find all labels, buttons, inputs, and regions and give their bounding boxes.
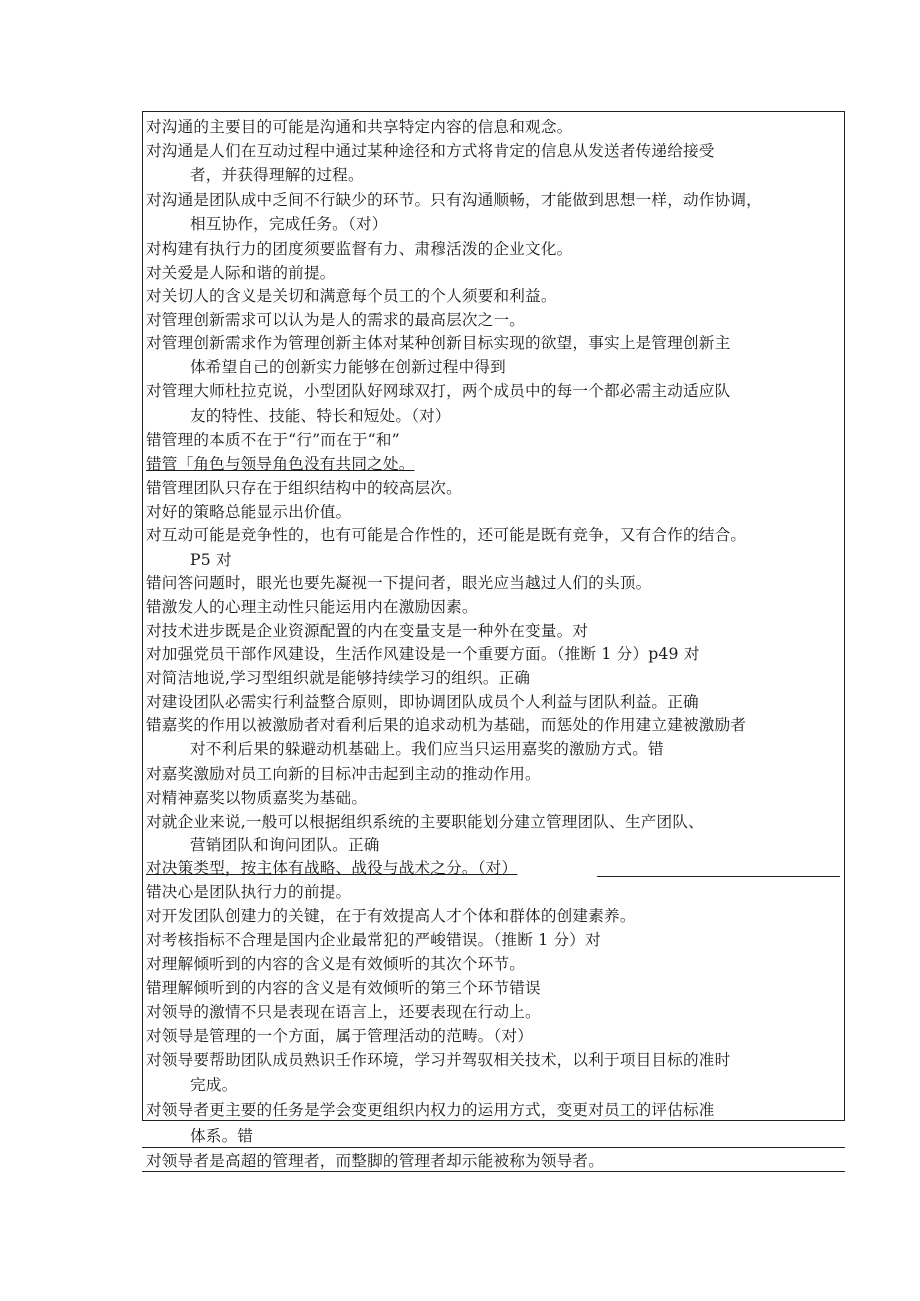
text-line: 错嘉奖的作用以被激励者对看利后果的追求动机为基础，而惩处的作用建立建被激励者 (146, 716, 747, 734)
text-line: 友的特性、技能、特长和短处。（对） (190, 407, 451, 425)
text-line: 对就企业来说,一般可以根据组织系统的主要职能划分建立管理团队、生产团队、 (146, 813, 704, 831)
horizontal-rule (142, 1147, 845, 1148)
text-line: 相互协作，完成任务。（对） (190, 215, 388, 233)
text-line: 对沟通是人们在互动过程中通过某种途径和方式将肯定的信息从发送者传递给接受 (146, 142, 715, 160)
text-line: 体希望自己的创新实力能够在创新过程中得到 (190, 358, 506, 376)
text-line: 对领导是管理的一个方面，属于管理活动的范畴。（对） (146, 1027, 534, 1045)
text-line: 对领导者是高超的管理者，而整脚的管理者却示能被称为领导者。 (146, 1152, 605, 1170)
text-line: 错激发人的心理主动性只能运用内在激励因素。 (146, 598, 478, 616)
text-line: 对关切人的含义是关切和满意每个员工的个人须要和利益。 (146, 287, 557, 305)
text-line: 体系。错 (190, 1127, 254, 1145)
text-line: 对技术进步既是企业资源配置的内在变量支是一种外在变量。对 (146, 622, 589, 640)
text-line: 错问答问题时，眼光也要先凝视一下提问者，眼光应当越过人们的头顶。 (146, 574, 652, 592)
text-line: 对嘉奖激励对员工向新的目标冲击起到主动的推动作用。 (146, 765, 541, 783)
text-line: 对好的策略总能显示出价值。 (146, 503, 352, 521)
text-line: 对沟通是团队成中乏间不行缺少的环节。只有沟通顺畅，才能做到思想一样，动作协调， (146, 191, 762, 209)
text-line: 对管理创新需求作为管理创新主体对某种创新目标实现的欲望，事实上是管理创新主 (146, 334, 731, 352)
text-line: 者，并获得理解的过程。 (190, 166, 364, 184)
text-line: 营销团队和询问团队。正确 (190, 836, 380, 854)
horizontal-rule (142, 1171, 845, 1172)
text-line: 对领导者更主要的任务是学会变更组织内权力的运用方式，变更对员工的评估标准 (146, 1101, 715, 1119)
text-line: 对互动可能是竞争性的，也有可能是合作性的，还可能是既有竞争，又有合作的结合。 (146, 526, 747, 544)
text-line: 对不利后果的躲避动机基础上。我们应当只运用嘉奖的激励方式。错 (190, 740, 664, 758)
text-line: 对精神嘉奖以物质嘉奖为基础。 (146, 789, 368, 807)
text-line: 对管理创新需求可以认为是人的需求的最高层次之一。 (146, 311, 526, 329)
text-line: 对领导的激情不只是表现在语言上，还要表现在行动上。 (146, 1003, 541, 1021)
blank-rule (597, 876, 840, 877)
text-line: 对简洁地说,学习型组织就是能够持续学习的组织。正确 (146, 669, 531, 687)
text-line: P5 对 (190, 551, 232, 569)
text-line: 对沟通的主要目的可能是沟通和共享特定内容的信息和观念。 (146, 118, 573, 136)
text-line: 对理解倾听到的内容的含义是有效倾听的其次个环节。 (146, 955, 526, 973)
text-line: 对考核指标不合理是国内企业最常犯的严峻错误。（推断 1 分）对 (146, 931, 601, 949)
text-line: 对建设团队必需实行利益整合原则，即协调团队成员个人利益与团队利益。正确 (146, 693, 699, 711)
text-line: 错理解倾听到的内容的含义是有效倾听的第三个环节错误 (146, 979, 541, 997)
text-line: 对决策类型，按主体有战略、战役与战术之分。（对） (146, 859, 518, 877)
text-line: 完成。 (190, 1076, 238, 1094)
text-line: 对领导要帮助团队成员熟识壬作环境，学习并驾驭相关技术，以利于项目目标的准时 (146, 1051, 731, 1069)
text-line: 对管理大师杜拉克说，小型团队好网球双打，两个成员中的每一个都必需主动适应队 (146, 382, 731, 400)
text-line: 错决心是团队执行力的前提。 (146, 883, 352, 901)
text-line: 错管理团队只存在于组织结构中的较高层次。 (146, 479, 462, 497)
text-line: 对关爱是人际和谐的前提。 (146, 264, 336, 282)
text-line: 错管理的本质不在于“行”而在于“和” (146, 431, 400, 449)
text-line: 对构建有执行力的团度须要监督有力、肃穆活泼的企业文化。 (146, 240, 573, 258)
text-line: 错管「角色与领导角色没有共同之处。 (146, 455, 415, 473)
text-line: 对开发团队创建力的关键，在于有效提高人才个体和群体的创建素养。 (146, 907, 636, 925)
text-line: 对加强党员干部作风建设，生活作风建设是一个重要方面。（推断 1 分）p49 对 (146, 645, 700, 663)
